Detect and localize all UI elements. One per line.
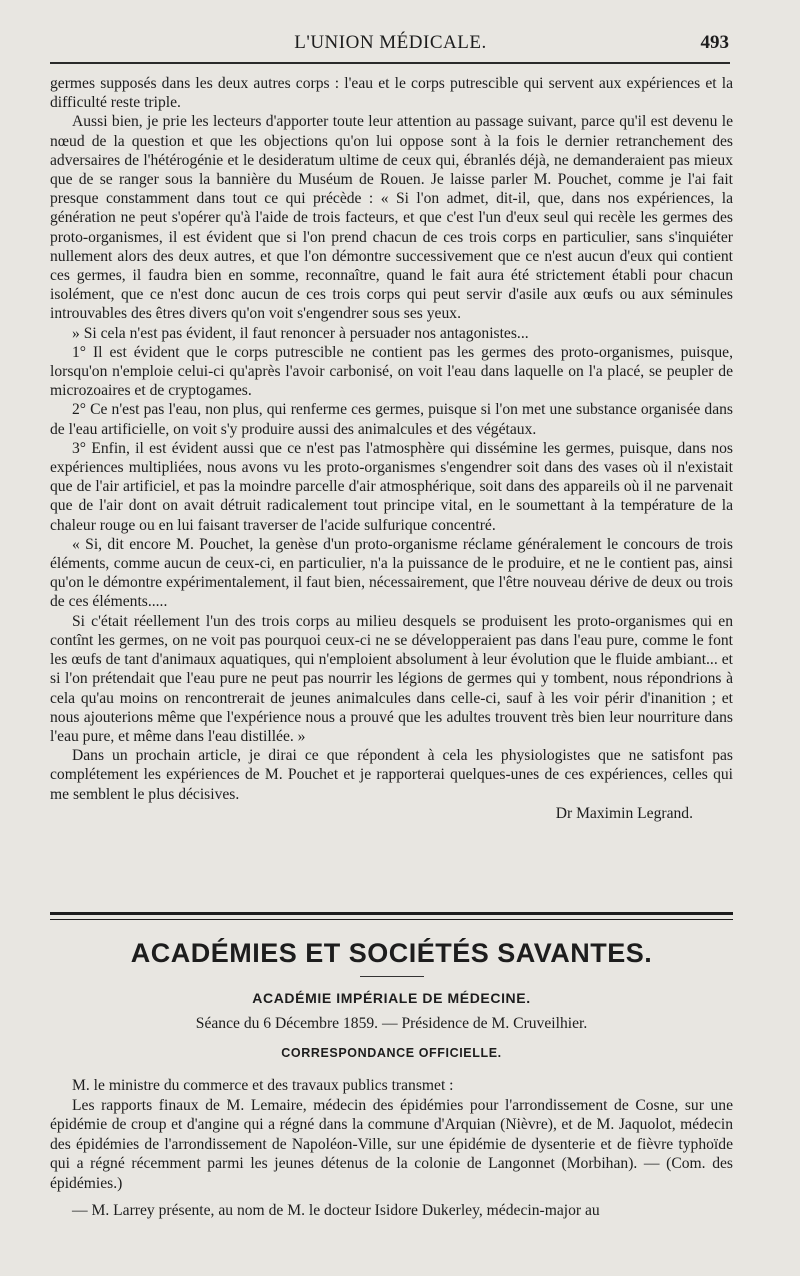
paragraph: Aussi bien, je prie les lecteurs d'apporter toute leur attention au passage suivant, parce qu'il est devenu le nœud de la question et que les objections qu'on lui oppose sont à la fois le dernier retranchement des adversaires de l'hétérogénie et le desideratum ultime de ceux qui, ébranlés déjà, ne demanderaient pas mieux que de se ranger sous la bannière du Muséum de Rouen. Je laisse parler M. Pouchet, comme je l'ai fait presque constamment dans tout ce qui précède : « Si l'on admet, dit-il, que, dans nos expériences, la génération ne peut s'opérer qu'à l'aide de trois facteurs, et que c'est l'un d'eux seul qui recèle les germes des proto-organismes, il est évident que si l'on prend chacun de ces trois corps en particulier, sans s'inquiéter nullement alors des deux autres, et que l'on démontre successivement que ce n'est aucun d'eux qui contient ces germes, il faudra bien en somme, reconnaître, quand le fait aura été strictement établi pour chacun isolément, que ce n'est donc aucun de ces trois corps qui peut servir d'asile aux œufs ou aux séminules introuvables des êtres divers qu'on voit s'engendrer sous ses yeux. [50, 113, 733, 323]
journal-title: L'UNION MÉDICALE. [294, 32, 487, 53]
title-underline [360, 976, 424, 977]
paragraph: M. le ministre du commerce et des travaux publics transmet : [72, 1077, 454, 1094]
page-number: 493 [700, 32, 729, 53]
paragraph: 2° Ce n'est pas l'eau, non plus, qui renferme ces germes, puisque si l'on met une substance organisée dans de l'eau artificielle, on voit s'y produire aussi des animalcules et des végétaux. [50, 401, 733, 438]
paragraph: — M. Larrey présente, au nom de M. le docteur Isidore Dukerley, médecin-major au [72, 1202, 600, 1219]
paragraph: 3° Enfin, il est évident aussi que ce n'est pas l'atmosphère qui dissémine les germes, puisque, dans nos expériences multipliées, nous avons vu les proto-organismes s'engendrer soit dans des vases où il n'existait que de l'air artificiel, et pas la moindre parcelle d'air atmosphérique, soit dans des appareils où il ne parvenait que de l'air dont on avait détruit radicalement tout principe vital, en le soumettant à la température de la chaleur rouge ou en lui faisant traverser de l'acide sulfurique concentré. [50, 439, 733, 534]
paragraph: Les rapports finaux de M. Lemaire, médecin des épidémies pour l'arrondissement de Cosne, sur une épidémie de croup et d'angine qui a régné dans la commune d'Arquian (Nièvre), et de M. Jaquolot, médecin des épidémies de l'arrondissement de Napoléon-Ville, sur une épidémie de dysenterie et de fièvre typhoïde qui a régné récemment parmi les jeunes détenus de la colonie de Langonnet (Morbihan). — (Com. des épidémies.) [50, 1096, 733, 1192]
header-rule [50, 62, 730, 64]
paragraph: germes supposés dans les deux autres corps : l'eau et le corps putrescible qui servent aux expériences et la difficulté reste triple. [50, 75, 733, 112]
paragraph: 1° Il est évident que le corps putrescible ne contient pas les germes des proto-organismes, puisque, lorsqu'on n'emploie celui-ci qu'après l'avoir carbonisé, on voit l'eau dans laquelle on l'a placé, se peupler de microzoaires et de cryptogames. [50, 343, 733, 400]
subsection-heading: CORRESPONDANCE OFFICIELLE. [281, 1046, 502, 1060]
academy-heading: ACADÉMIE IMPÉRIALE DE MÉDECINE. [252, 990, 531, 1006]
section-title: ACADÉMIES ET SOCIÉTÉS SAVANTES. [130, 938, 653, 968]
running-header [48, 28, 733, 56]
section-divider [50, 912, 733, 920]
paragraph: « Si, dit encore M. Pouchet, la genèse d'un proto-organisme réclame généralement le concours de trois éléments, comme aucun de ceux-ci, en particulier, n'a la puissance de le produire, et ne le contient pas, ainsi qu'on le démontre expérimentalement, il faut bien, nécessairement, que l'être nouveau dérive de deux ou trois de ces éléments..... [50, 535, 733, 611]
signature: Dr Maximin Legrand. [555, 804, 693, 822]
seance-line: Séance du 6 Décembre 1859. — Présidence de M. Cruveilhier. [195, 1015, 588, 1032]
section-body [50, 1076, 733, 1221]
paragraph: » Si cela n'est pas évident, il faut renoncer à persuader nos antagonistes... [72, 324, 529, 342]
paragraph: Dans un prochain article, je dirai ce que répondent à cela les physiologistes que ne satisfont pas complétement les expériences de M. Pouchet et je rapporterai quelques-unes de ces expériences, celles qui me semblent le plus décisives. [50, 747, 733, 803]
paragraph: Si c'était réellement l'un des trois corps au milieu desquels se produisent les proto-organismes qui en contînt les germes, on ne voit pas pourquoi ceux-ci ne se développeraient pas dans l'eau pure, comme le font les œufs de tant d'animaux aquatiques, qui n'emploient absolument à leur évolution que le fluide ambiant... et si l'on prétendait que l'eau pure ne peut pas nourrir les légions de germes qui y tombent, nous répondrions à cela qu'au moins on rencontrerait de jeunes animalcules dans celle-ci, sauf à les voir périr d'inanition ; et nous ajouterions même que l'expérience nous a prouvé que les adultes trouvent très bien leur nourriture dans l'eau pure, et même dans l'eau distillée. » [50, 612, 733, 745]
article-body [50, 74, 733, 823]
